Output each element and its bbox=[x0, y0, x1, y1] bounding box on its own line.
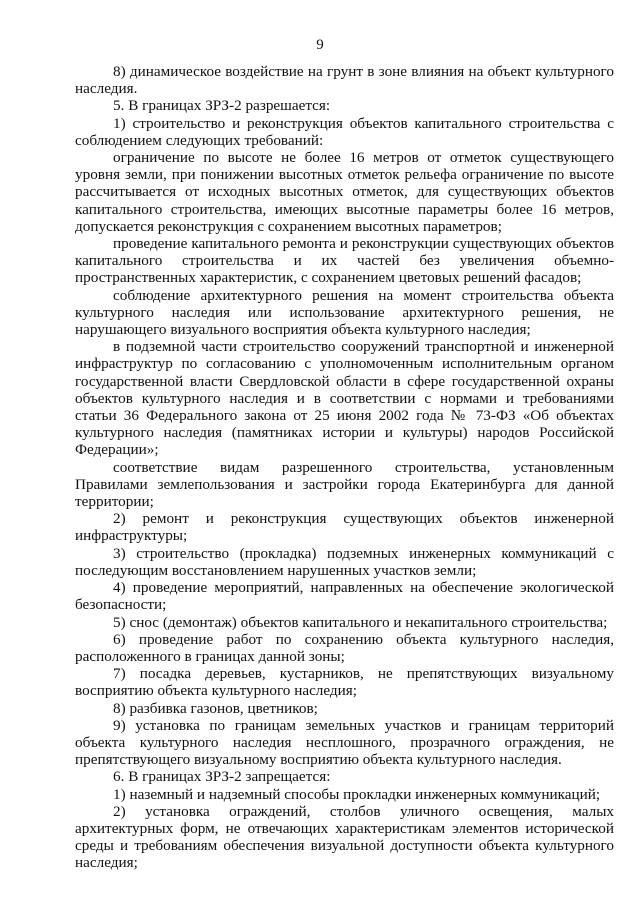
paragraph: 5) снос (демонтаж) объектов капитального и некапитального строительства; bbox=[113, 613, 608, 631]
paragraph: 9) установка по границам земельных участков и границам территорий объекта культурного наследия несплошного, прозрачного ограждения, не препятствующего визуальному восприятию объекта культурного наследия. bbox=[75, 716, 614, 769]
paragraph: 5. В границах ЗРЗ-2 разрешается: bbox=[113, 97, 331, 115]
paragraph: ограничение по высоте не более 16 метров от отметок существующего уровня земли, при понижении высотных отметок рельефа ограничение по высоте рассчитывается от исходных высотных отметок, для существующих объектов капитального строительства, имеющих высотные параметры более 16 метров, допускается реконструкция с сохранением высотных параметров; bbox=[75, 149, 614, 235]
paragraph: 4) проведение мероприятий, направленных на обеспечение экологической безопасности; bbox=[75, 579, 614, 614]
paragraph: 2) ремонт и реконструкция существующих объектов инженерной инфраструктуры; bbox=[75, 510, 614, 545]
paragraph: 6) проведение работ по сохранению объекта культурного наследия, расположенного в границах данной зоны; bbox=[75, 630, 614, 665]
paragraph: 3) строительство (прокладка) подземных инженерных коммуникаций с последующим восстановлением нарушенных участков земли; bbox=[75, 544, 614, 579]
paragraph: 6. В границах ЗРЗ-2 запрещается: bbox=[113, 768, 331, 786]
paragraph: в подземной части строительство сооружений транспортной и инженерной инфраструктур по согласованию с уполномоченным исполнительным органом государственной власти Свердловской области в сфере государственной охраны объектов культурного наследия и в соответствии с нормами и требованиями статьи 36 Федерального закона от 25 июня 2002 года № 73-ФЗ «Об объектах культурного наследия (памятниках истории и культуры) народов Российской Федерации»; bbox=[75, 338, 614, 459]
paragraph: соответствие видам разрешенного строительства, установленным Правилами землепользования и застройки города Екатеринбурга для данной территории; bbox=[75, 458, 614, 511]
paragraph: 2) установка ограждений, столбов уличного освещения, малых архитектурных форм, не отвечающих характеристикам элементов исторической среды и требованиям обеспечения визуальной доступности объекта культурного наследия; bbox=[75, 802, 614, 872]
paragraph: 1) строительство и реконструкция объектов капитального строительства с соблюдением следующих требований: bbox=[75, 114, 614, 149]
paragraph: соблюдение архитектурного решения на момент строительства объекта культурного наследия или использование архитектурного решения, не нарушающего визуального восприятия объекта культурного наследия; bbox=[75, 286, 614, 339]
paragraph: 8) динамическое воздействие на грунт в зоне влияния на объект культурного наследия. bbox=[75, 63, 614, 98]
paragraph: 7) посадка деревьев, кустарников, не препятствующих визуальному восприятию объекта культурного наследия; bbox=[75, 665, 614, 700]
paragraph: проведение капитального ремонта и реконструкции существующих объектов капитального строительства и их частей без увеличения объемно-пространственных характеристик, с сохранением цветовых решений фасадов; bbox=[75, 235, 614, 287]
document-body bbox=[75, 63, 614, 872]
page-number: 9 bbox=[316, 37, 324, 53]
paragraph: 1) наземный и надземный способы прокладки инженерных коммуникаций; bbox=[113, 785, 601, 803]
paragraph: 8) разбивка газонов, цветников; bbox=[113, 699, 318, 717]
